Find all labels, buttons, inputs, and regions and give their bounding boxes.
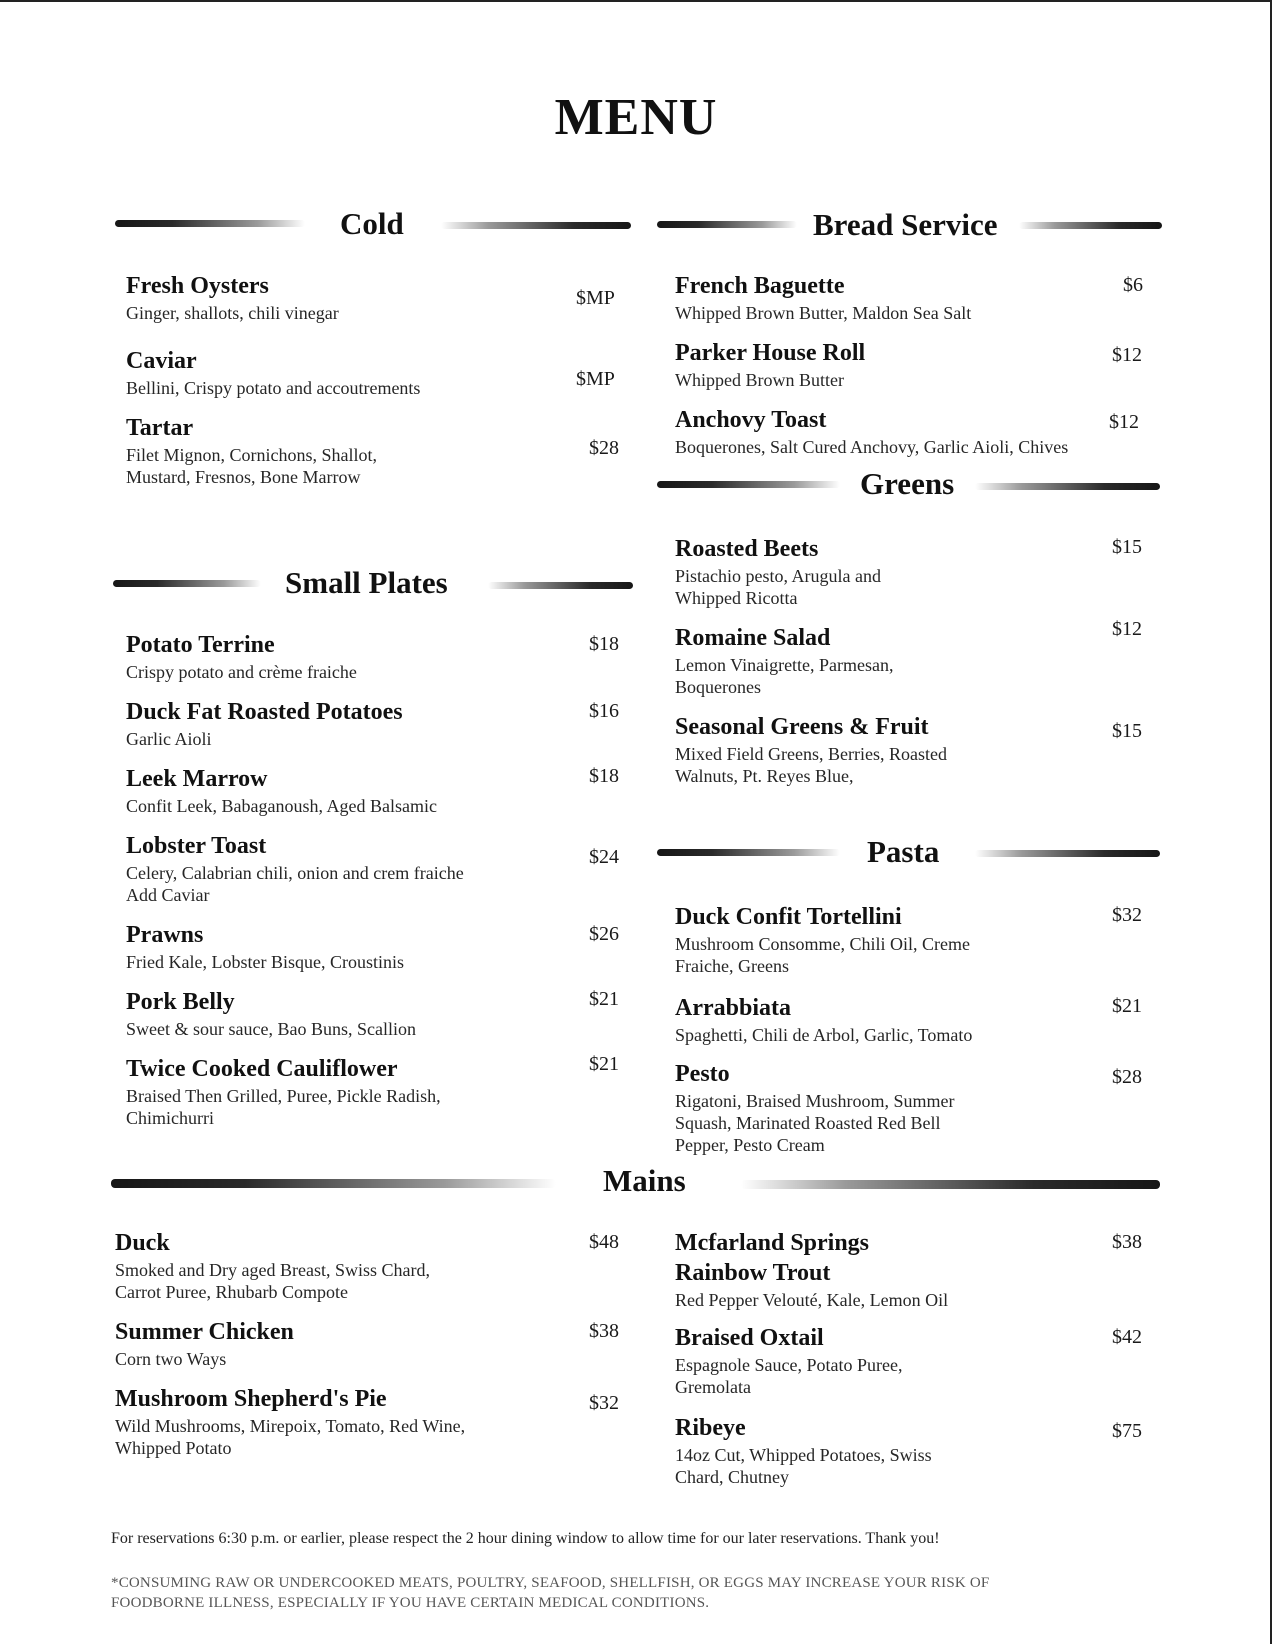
menu-item-caviar	[126, 346, 566, 399]
menu-item-pork-belly	[126, 987, 566, 1040]
item-name: Twice Cooked Cauliflower	[126, 1056, 398, 1082]
item-price: $75	[1112, 1420, 1142, 1442]
item-price: $12	[1109, 411, 1139, 433]
menu-item-anchovy-toast	[675, 405, 1135, 458]
item-price: $32	[1112, 904, 1142, 926]
item-price: $48	[589, 1231, 619, 1253]
item-name: Mushroom Shepherd's Pie	[115, 1386, 387, 1412]
item-name: Summer Chicken	[115, 1319, 294, 1345]
menu-item-braised-oxtail	[675, 1323, 1085, 1398]
section-title: Greens	[860, 466, 955, 501]
item-price: $15	[1112, 720, 1142, 742]
menu-item-duck	[115, 1228, 565, 1303]
item-price: $32	[589, 1392, 619, 1414]
page-title: MENU	[554, 89, 718, 146]
section-title: Mains	[603, 1163, 686, 1198]
menu-item-ribeye	[675, 1413, 1085, 1488]
menu-item-fresh-oysters	[126, 271, 566, 324]
brush-stroke-divider	[113, 580, 261, 587]
item-name: Potato Terrine	[126, 632, 275, 658]
item-price: $42	[1112, 1326, 1142, 1348]
item-name: Duck Confit Tortellini	[675, 904, 902, 930]
item-price: $38	[1112, 1231, 1142, 1253]
item-price: $15	[1112, 536, 1142, 558]
item-price: $28	[1112, 1066, 1142, 1088]
item-price: $24	[589, 846, 619, 868]
item-price: $21	[1112, 995, 1142, 1017]
item-name: Duck	[115, 1230, 170, 1256]
item-description: Boquerones, Salt Cured Anchovy, Garlic Aioli, Chives	[675, 437, 1069, 457]
brush-stroke-divider	[657, 221, 797, 228]
item-description: Espagnole Sauce, Potato Puree, Gremolata	[675, 1355, 903, 1397]
item-name: Leek Marrow	[126, 766, 268, 792]
item-description: Ginger, shallots, chili vinegar	[126, 303, 339, 323]
brush-stroke-divider	[1019, 222, 1162, 229]
section-header-greens	[657, 466, 1160, 500]
item-name: Prawns	[126, 922, 204, 948]
item-description: Celery, Calabrian chili, onion and crem fraiche Add Caviar	[126, 863, 464, 905]
menu-item-arrabbiata	[675, 993, 1085, 1046]
item-price: $18	[589, 633, 619, 655]
item-name: Fresh Oysters	[126, 273, 269, 299]
item-description: Bellini, Crispy potato and accoutrements	[126, 378, 421, 398]
section-header-small-plates	[113, 565, 633, 599]
section-title: Bread Service	[813, 207, 998, 242]
item-price: $MP	[576, 287, 615, 309]
section-title: Pasta	[867, 834, 940, 869]
item-description: Corn two Ways	[115, 1349, 227, 1369]
menu-item-tartar	[126, 413, 566, 488]
item-name: Ribeye	[675, 1415, 746, 1441]
section-title: Cold	[340, 206, 404, 241]
menu-item-seasonal-greens-fruit	[675, 712, 1085, 787]
item-price: $38	[589, 1320, 619, 1342]
item-name: Romaine Salad	[675, 625, 831, 651]
item-price: $MP	[576, 368, 615, 390]
page-border-top	[0, 0, 1272, 2]
item-description: Red Pepper Velouté, Kale, Lemon Oil	[675, 1290, 949, 1310]
item-description: Mixed Field Greens, Berries, Roasted Walnuts, Pt. Reyes Blue,	[675, 744, 947, 786]
menu-item-romaine-salad	[675, 623, 1085, 698]
item-price: $21	[589, 1053, 619, 1075]
brush-stroke-divider	[657, 481, 840, 488]
item-price: $16	[589, 700, 619, 722]
item-price: $26	[589, 923, 619, 945]
item-name: Roasted Beets	[675, 536, 819, 562]
item-description: Spaghetti, Chili de Arbol, Garlic, Tomato	[675, 1025, 973, 1045]
brush-stroke-divider	[488, 582, 633, 589]
brush-stroke-divider	[111, 1179, 556, 1188]
menu-item-roasted-beets	[675, 534, 1085, 609]
menu-item-twice-cooked-cauliflower	[126, 1054, 566, 1129]
menu-item-rainbow-trout	[675, 1228, 1085, 1311]
item-description: Garlic Aioli	[126, 729, 212, 749]
item-description: Whipped Brown Butter, Maldon Sea Salt	[675, 303, 972, 323]
brush-stroke-divider	[115, 220, 305, 227]
menu-item-potato-terrine	[126, 630, 566, 683]
item-description: Braised Then Grilled, Puree, Pickle Radish, Chimichurri	[126, 1086, 441, 1128]
item-name: Tartar	[126, 415, 194, 441]
item-name: Pesto	[675, 1061, 730, 1087]
item-description: Sweet & sour sauce, Bao Buns, Scallion	[126, 1019, 416, 1039]
item-description: Pistachio pesto, Arugula and Whipped Ricotta	[675, 566, 881, 608]
item-name: French Baguette	[675, 273, 845, 299]
menu-item-lobster-toast	[126, 831, 566, 906]
item-name: Duck Fat Roasted Potatoes	[126, 699, 403, 725]
brush-stroke-divider	[441, 222, 631, 229]
section-header-mains	[111, 1163, 1160, 1197]
section-header-bread	[657, 207, 1162, 241]
section-header-pasta	[657, 834, 1160, 868]
item-description: 14oz Cut, Whipped Potatoes, Swiss Chard, Chutney	[675, 1445, 932, 1487]
item-price: $21	[589, 988, 619, 1010]
item-description: Fried Kale, Lobster Bisque, Croustinis	[126, 952, 404, 972]
menu-item-parker-house-roll	[675, 338, 1085, 391]
item-description: Mushroom Consomme, Chili Oil, Creme Fraiche, Greens	[675, 934, 970, 976]
brush-stroke-divider	[741, 1180, 1160, 1189]
item-name: Caviar	[126, 348, 197, 374]
brush-stroke-divider	[975, 483, 1160, 490]
item-price: $18	[589, 765, 619, 787]
item-price: $6	[1123, 274, 1143, 296]
item-description: Wild Mushrooms, Mirepoix, Tomato, Red Wine, Whipped Potato	[115, 1416, 466, 1458]
item-description: Rigatoni, Braised Mushroom, Summer Squash, Marinated Roasted Red Bell Pepper, Pesto Cream	[675, 1091, 955, 1155]
item-name: Mcfarland Springs Rainbow Trout	[675, 1230, 870, 1286]
menu-item-leek-marrow	[126, 764, 566, 817]
menu-item-duck-fat-roasted-potatoes	[126, 697, 566, 750]
item-price: $28	[589, 437, 619, 459]
menu-item-pesto	[675, 1059, 1085, 1156]
item-price: $12	[1112, 344, 1142, 366]
menu-item-summer-chicken	[115, 1317, 565, 1370]
item-description: Lemon Vinaigrette, Parmesan, Boquerones	[675, 655, 894, 697]
food-safety-disclaimer: *CONSUMING RAW OR UNDERCOOKED MEATS, POULTRY, SEAFOOD, SHELLFISH, OR EGGS MAY INCREASE YOUR RISK OF FOODBORNE ILLNESS, ESPECIALLY IF YOU HAVE CERTAIN MEDICAL CONDITIONS.	[111, 1575, 990, 1611]
item-name: Anchovy Toast	[675, 407, 827, 433]
item-name: Braised Oxtail	[675, 1325, 824, 1351]
reservation-note: For reservations 6:30 p.m. or earlier, please respect the 2 hour dining window to allow time for our later reservations. Thank you!	[111, 1530, 940, 1547]
brush-stroke-divider	[975, 850, 1160, 857]
item-description: Confit Leek, Babaganoush, Aged Balsamic	[126, 796, 437, 816]
menu-item-mushroom-shepherds-pie	[115, 1384, 565, 1459]
brush-stroke-divider	[657, 849, 840, 856]
item-description: Smoked and Dry aged Breast, Swiss Chard, Carrot Puree, Rhubarb Compote	[115, 1260, 430, 1302]
menu-item-french-baguette	[675, 271, 1085, 324]
section-title: Small Plates	[285, 565, 448, 600]
item-name: Arrabbiata	[675, 995, 791, 1021]
item-name: Seasonal Greens & Fruit	[675, 714, 929, 740]
item-price: $12	[1112, 618, 1142, 640]
item-name: Parker House Roll	[675, 340, 866, 366]
section-header-cold	[115, 206, 631, 240]
item-name: Pork Belly	[126, 989, 235, 1015]
menu-item-prawns	[126, 920, 566, 973]
item-description: Crispy potato and crème fraiche	[126, 662, 357, 682]
item-description: Whipped Brown Butter	[675, 370, 844, 390]
item-description: Filet Mignon, Cornichons, Shallot, Mustard, Fresnos, Bone Marrow	[126, 445, 378, 487]
item-name: Lobster Toast	[126, 833, 267, 859]
menu-item-duck-confit-tortellini	[675, 902, 1085, 977]
